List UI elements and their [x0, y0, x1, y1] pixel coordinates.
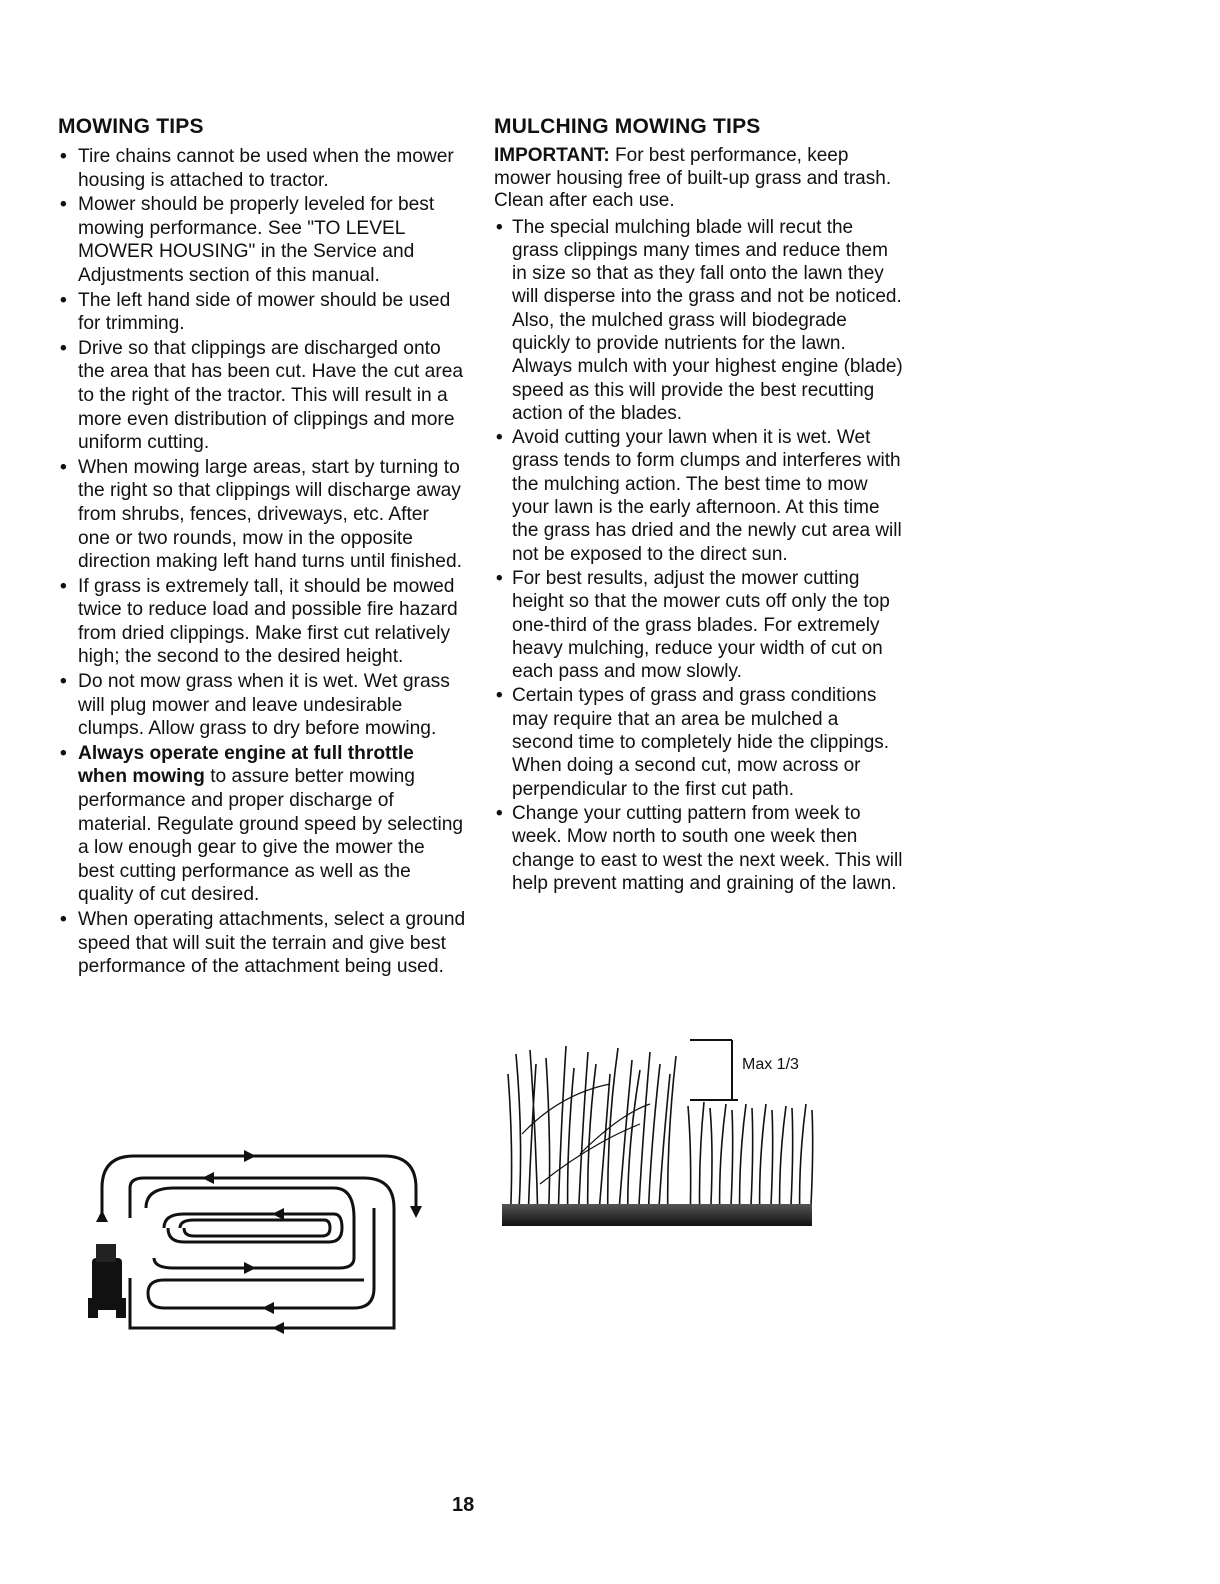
list-item: • When operating attachments, select a ground speed that will suit the terrain and give best performance of the attachment being used. — [60, 909, 466, 978]
list-item: • Do not mow grass when it is wet. Wet grass will plug mower and leave undesirable clumps. Allow grass to dry before mowing. — [60, 671, 450, 740]
mowing-tips-heading: MOWING TIPS — [58, 115, 204, 138]
list-item: • When mowing large areas, start by turning to the right so that clippings will discharge away from shrubs, fences, driveways, etc. After one or two rounds, mow in the opposite direction making left hand turns until finished. — [60, 456, 462, 573]
mulching-tips-list — [494, 216, 904, 896]
list-item: • Drive so that clippings are discharged onto the area that has been cut. Have the cut area to the right of the tractor. This will result in a more even distribution of clippings and more uniform cutting. — [60, 337, 464, 454]
mowing-tips-list — [58, 145, 466, 979]
mulching-tips-heading: MULCHING MOWING TIPS — [494, 115, 761, 138]
mowing-tips-column — [58, 115, 466, 980]
mowing-pattern-diagram — [84, 1148, 424, 1340]
list-item: • Mower should be properly leveled for best mowing performance. See "TO LEVEL MOWER HOUSING" in the Service and Adjustments section of this manual. — [60, 194, 435, 286]
list-item: • If grass is extremely tall, it should be mowed twice to reduce load and possible fire hazard from dried clippings. Make first cut relatively high; the second to the desired height. — [60, 575, 458, 668]
important-label: IMPORTANT: — [494, 145, 610, 166]
list-item: • Always operate engine at full throttle when mowing to assure better mowing performance and proper discharge of material. Regulate ground speed by selecting a low enough gear to give the mower the best cutting performance as well as the quality of cut desired. — [60, 742, 464, 906]
list-item: • Certain types of grass and grass conditions may require that an area be mulched a second time to completely hide the clippings. When doing a second cut, mow across or perpendicular to the first cut path. — [496, 685, 890, 800]
important-note: IMPORTANT: For best performance, keep mower housing free of built-up grass and trash. Clean after each use. — [494, 145, 892, 211]
page-number: 18 — [452, 1494, 475, 1516]
max-third-label: Max 1/3 — [742, 1056, 799, 1073]
list-item: • Change your cutting pattern from week to week. Mow north to south one week then change to east to west the next week. This will help prevent matting and graining of the lawn. — [496, 802, 903, 894]
list-item: • Avoid cutting your lawn when it is wet. Wet grass tends to form clumps and interferes with the mulching action. The best time to mow your lawn is the early afternoon. At this time the grass has dried and the newly cut area will not be exposed to the direct sun. — [496, 427, 902, 565]
mulching-tips-column — [494, 115, 904, 896]
throttle-warning-bold: Always operate engine at full throttle when mowing — [78, 742, 414, 788]
list-item: • For best results, adjust the mower cutting height so that the mower cuts off only the top one-third of the grass blades. For extremely heavy mulching, reduce your width of cut on each pass and mow slowly. — [496, 567, 890, 683]
list-item: • The left hand side of mower should be used for trimming. — [60, 289, 451, 335]
tractor-icon — [88, 1244, 126, 1318]
list-item: • The special mulching blade will recut the grass clippings many times and reduce them in size so that as they fall onto the lawn they will disperse into the grass and not be noticed. Also, the mulched grass will biodegrade quickly to provide nutrients for the lawn. Always mulch with your highest engine (blade) speed as this will provide the best recutting action of the blades. — [496, 216, 903, 424]
list-item: • Tire chains cannot be used when the mower housing is attached to tractor. — [60, 146, 454, 191]
